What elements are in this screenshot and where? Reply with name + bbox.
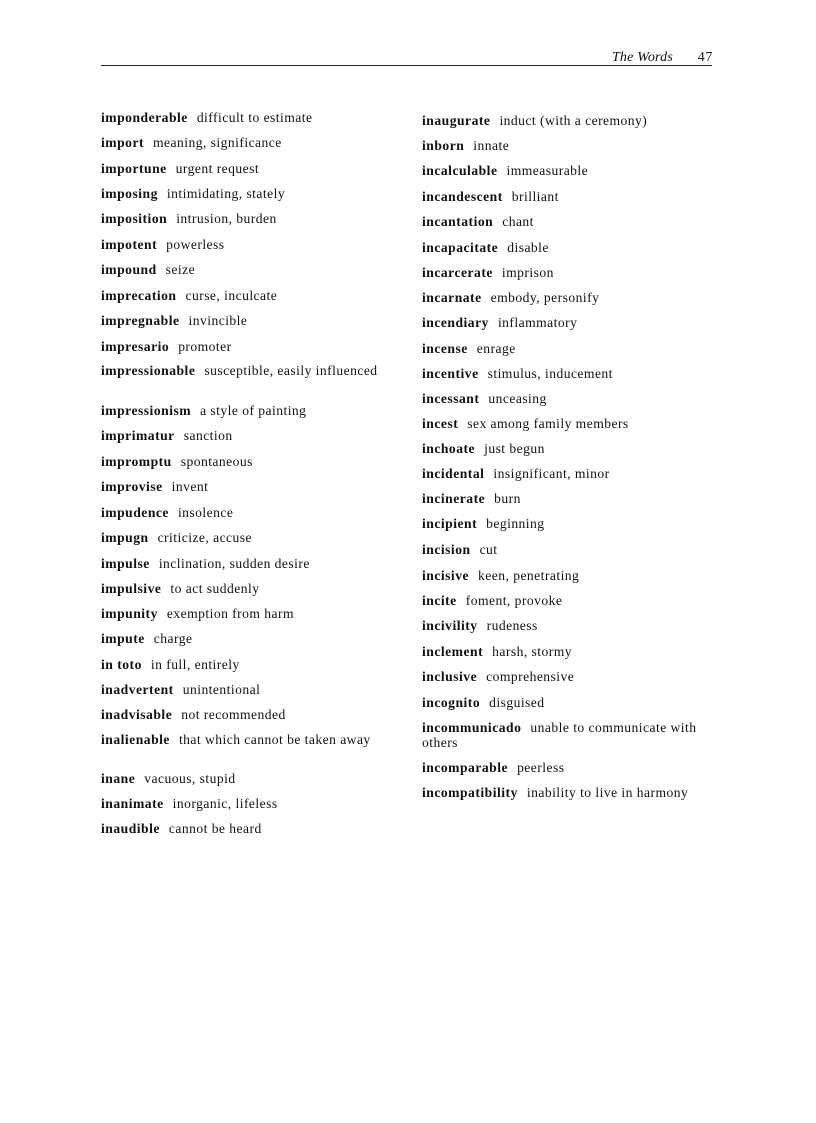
running-header (101, 48, 713, 66)
entry-definition: to act suddenly (170, 581, 260, 596)
entry-term: inclement (422, 644, 484, 659)
entry-definition: spontaneous (180, 454, 253, 469)
entry-definition: unintentional (182, 682, 261, 697)
entry-definition: innate (473, 138, 510, 153)
entry-definition: cut (479, 542, 498, 557)
entry-term: inadvertent (101, 682, 174, 697)
entry-definition: embody, personify (490, 290, 600, 305)
glossary-entry (422, 391, 714, 406)
glossary-entry (101, 403, 386, 418)
entry-definition: intrusion, burden (176, 211, 277, 226)
entry-term: impressionism (101, 403, 192, 418)
glossary-entry (101, 313, 386, 328)
entry-term: imponderable (101, 110, 188, 125)
glossary-entry (422, 516, 714, 531)
entry-term: inane (101, 771, 136, 786)
entry-term: inchoate (422, 441, 476, 456)
entry-term: incidental (422, 466, 485, 481)
entry-term: imprimatur (101, 428, 175, 443)
entry-term: impregnable (101, 313, 180, 328)
entry-term: incisive (422, 568, 470, 583)
glossary-entry (422, 593, 714, 608)
glossary-entry (422, 618, 714, 633)
entry-term: incapacitate (422, 240, 499, 255)
entry-definition: harsh, stormy (492, 644, 572, 659)
entry-term: impotent (101, 237, 158, 252)
entry-term: impunity (101, 606, 158, 621)
glossary-entry (422, 720, 714, 750)
entry-definition: insolence (177, 505, 234, 520)
header-rule (101, 65, 712, 66)
entry-term: inalienable (101, 732, 170, 747)
entry-term: impulse (101, 556, 150, 571)
glossary-entry (101, 732, 386, 747)
glossary-entry (101, 479, 386, 494)
glossary-entry (101, 237, 386, 252)
entry-term: import (101, 135, 145, 150)
glossary-entry (422, 189, 714, 204)
glossary-entry (422, 760, 714, 775)
entry-term: impudence (101, 505, 169, 520)
entry-definition: induct (with a ceremony) (499, 113, 648, 128)
glossary-entry (422, 491, 714, 506)
entry-definition: unable to communicate with others (422, 720, 697, 750)
entry-definition: unceasing (488, 391, 547, 406)
glossary-entry (101, 505, 386, 520)
entry-term: incest (422, 416, 459, 431)
glossary-entry (422, 113, 714, 128)
entry-definition: invincible (188, 313, 248, 328)
entry-term: incendiary (422, 315, 489, 330)
entry-definition: not recommended (181, 707, 286, 722)
entry-definition: keen, penetrating (478, 568, 580, 583)
entry-definition: peerless (517, 760, 565, 775)
entry-term: impute (101, 631, 145, 646)
entry-definition: difficult to estimate (196, 110, 313, 125)
glossary-entry (422, 695, 714, 710)
entry-term: incommunicado (422, 720, 522, 735)
entry-term: improvise (101, 479, 163, 494)
entry-term: incense (422, 341, 468, 356)
entry-definition: cannot be heard (168, 821, 262, 836)
entry-definition: inflammatory (497, 315, 578, 330)
entry-term: imposing (101, 186, 158, 201)
glossary-entry (101, 288, 386, 303)
entry-term: impulsive (101, 581, 162, 596)
glossary-entry (101, 110, 386, 125)
entry-term: incognito (422, 695, 481, 710)
entry-term: inclusive (422, 669, 478, 684)
entry-definition: rudeness (486, 618, 538, 633)
glossary-entry (101, 339, 386, 354)
glossary-entry (101, 186, 386, 201)
glossary-entry (422, 644, 714, 659)
entry-term: inborn (422, 138, 465, 153)
glossary-entry (101, 821, 386, 836)
entry-term: impromptu (101, 454, 172, 469)
entry-definition: inability to live in harmony (526, 785, 689, 800)
entry-term: incandescent (422, 189, 503, 204)
entry-definition: urgent request (175, 161, 260, 176)
glossary-entry (101, 428, 386, 443)
glossary-entry (101, 161, 386, 176)
entry-definition: imprison (501, 265, 554, 280)
entry-definition: powerless (166, 237, 225, 252)
glossary-entry (422, 785, 714, 800)
glossary-entry (422, 568, 714, 583)
running-header-title: The Words (611, 50, 673, 65)
entry-term: incantation (422, 214, 494, 229)
glossary-entry (101, 771, 386, 786)
glossary-entry (101, 657, 386, 672)
entry-term: incompatibility (422, 785, 518, 800)
glossary-entry (422, 214, 714, 229)
entry-definition: in full, entirely (150, 657, 240, 672)
entry-term: impugn (101, 530, 149, 545)
glossary-entry (422, 669, 714, 684)
glossary-entry (422, 341, 714, 356)
entry-term: impressionable (101, 363, 196, 378)
entry-definition: comprehensive (486, 669, 575, 684)
entry-term: incomparable (422, 760, 509, 775)
glossary-entry (422, 542, 714, 557)
entry-term: inadvisable (101, 707, 173, 722)
entry-definition: stimulus, inducement (487, 366, 613, 381)
glossary-entry (101, 363, 386, 378)
entry-term: incarcerate (422, 265, 493, 280)
entry-definition: burn (494, 491, 521, 506)
glossary-entry (101, 262, 386, 277)
entry-definition: brilliant (511, 189, 559, 204)
entry-definition: vacuous, stupid (144, 771, 236, 786)
glossary-entry (101, 135, 386, 150)
entry-term: incite (422, 593, 457, 608)
glossary-entry (101, 581, 386, 596)
entry-term: inaudible (101, 821, 160, 836)
entry-definition: beginning (486, 516, 545, 531)
entry-definition: criticize, accuse (157, 530, 253, 545)
glossary-entry (101, 631, 386, 646)
glossary-entry (422, 366, 714, 381)
entry-term: incinerate (422, 491, 486, 506)
glossary-entry (422, 265, 714, 280)
entry-term: incalculable (422, 163, 498, 178)
entry-term: importune (101, 161, 167, 176)
entry-term: imprecation (101, 288, 177, 303)
glossary-entry (101, 682, 386, 697)
entry-definition: just begun (484, 441, 545, 456)
entry-definition: meaning, significance (153, 135, 282, 150)
entry-term: incessant (422, 391, 480, 406)
entry-definition: that which cannot be taken away (178, 732, 371, 747)
entry-term: incision (422, 542, 471, 557)
page-number: 47 (697, 50, 713, 65)
entry-term: inanimate (101, 796, 164, 811)
entry-definition: disguised (489, 695, 545, 710)
entry-definition: immeasurable (506, 163, 589, 178)
entry-term: impound (101, 262, 157, 277)
entry-definition: promoter (178, 339, 232, 354)
entry-definition: a style of painting (200, 403, 307, 418)
entry-definition: susceptible, easily influenced (204, 363, 378, 378)
glossary-entry (101, 707, 386, 722)
entry-term: in toto (101, 657, 142, 672)
glossary-entry (422, 466, 714, 481)
entry-definition: inclination, sudden desire (158, 556, 310, 571)
entry-definition: exemption from harm (166, 606, 294, 621)
entry-definition: inorganic, lifeless (172, 796, 278, 811)
glossary-entry (422, 441, 714, 456)
entry-definition: chant (502, 214, 534, 229)
entry-definition: curse, inculcate (185, 288, 278, 303)
glossary-entry (422, 315, 714, 330)
glossary-entry (422, 163, 714, 178)
entry-term: incentive (422, 366, 479, 381)
entry-definition: foment, provoke (465, 593, 563, 608)
entry-definition: insignificant, minor (493, 466, 610, 481)
glossary-entry (101, 211, 386, 226)
glossary-entry (101, 606, 386, 621)
glossary-entry (101, 454, 386, 469)
glossary-entry (422, 138, 714, 153)
entry-definition: intimidating, stately (166, 186, 286, 201)
entry-definition: seize (165, 262, 196, 277)
entry-definition: disable (507, 240, 549, 255)
entry-term: imposition (101, 211, 168, 226)
glossary-entry (101, 796, 386, 811)
glossary-entry (101, 530, 386, 545)
entry-definition: sex among family members (467, 416, 629, 431)
entry-term: incarnate (422, 290, 482, 305)
glossary-entry (422, 240, 714, 255)
entry-definition: invent (171, 479, 209, 494)
entry-term: incipient (422, 516, 478, 531)
entry-definition: enrage (476, 341, 516, 356)
entry-term: impresario (101, 339, 170, 354)
entry-term: inaugurate (422, 113, 491, 128)
entry-definition: sanction (183, 428, 233, 443)
glossary-entry (422, 416, 714, 431)
glossary-entry (422, 290, 714, 305)
entry-definition: charge (153, 631, 193, 646)
glossary-entry (101, 556, 386, 571)
entry-term: incivility (422, 618, 478, 633)
